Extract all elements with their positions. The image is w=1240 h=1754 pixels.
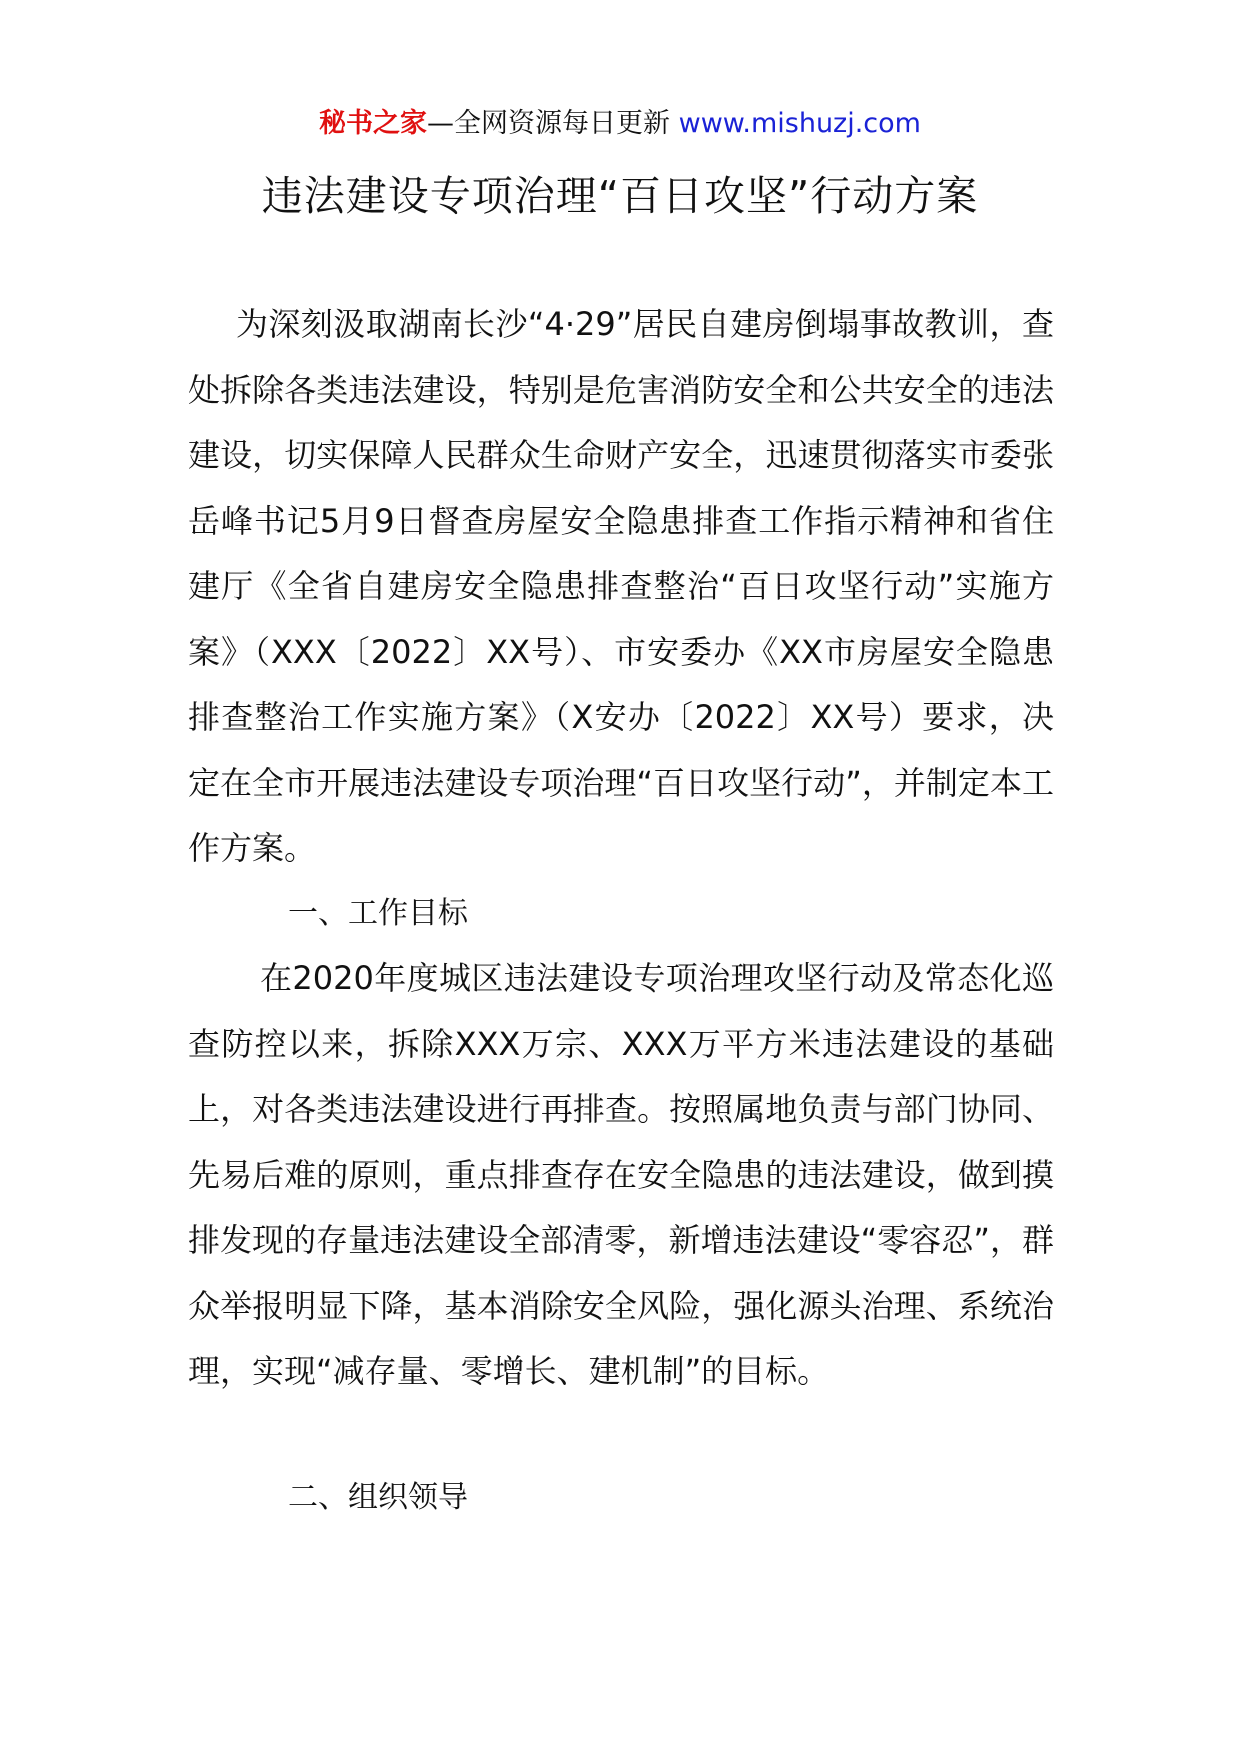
section-heading-leadership: 二、组织领导 (288, 1480, 468, 1515)
intro-text: 为深刻汲取湖南长沙“4·29”居民自建房倒塌事故教训，查处拆除各类违法建设，特别是危害消防安全和公共安全的违法建设，切实保障人民群众生命财产安全，迅速贯彻落实市委张岳峰书记5月9日督查房屋安全隐患排查工作指示精神和省住建厅《全省自建房安全隐患排查整治“百日攻坚行动”实施方案》（XXX〔2022〕XX号）、市安委办《XX市房屋安全隐患排查整治工作实施方案》（X安办〔2022〕XX号）要求，决定在全市开展违法建设专项治理“百日攻坚行动”，并制定本工作方案。 (188, 305, 1054, 867)
goals-text: 在2020年度城区违法建设专项治理攻坚行动及常态化巡查防控以来，拆除XXX万宗、XXX万平方米违法建设的基础上，对各类违法建设进行再排查。按照属地负责与部门协同、先易后难的原则，重点排查存在安全隐患的违法建设，做到摸排发现的存量违法建设全部清零，新增违法建设“零容忍”，群众举报明显下降，基本消除安全风险，强化源头治理、系统治理，实现“减存量、零增长、建机制”的目标。 (188, 959, 1054, 1390)
document-title: 违法建设专项治理“百日攻坚”行动方案 (261, 172, 979, 220)
site-header (0, 104, 1240, 144)
section-heading-goals: 一、工作目标 (288, 896, 468, 931)
site-tagline: —全网资源每日更新 (427, 108, 671, 139)
site-url[interactable]: www.mishuzj.com (678, 108, 921, 139)
intro-paragraph (188, 292, 1054, 882)
site-brand: 秘书之家 (319, 108, 428, 139)
goals-paragraph (188, 946, 1054, 1405)
